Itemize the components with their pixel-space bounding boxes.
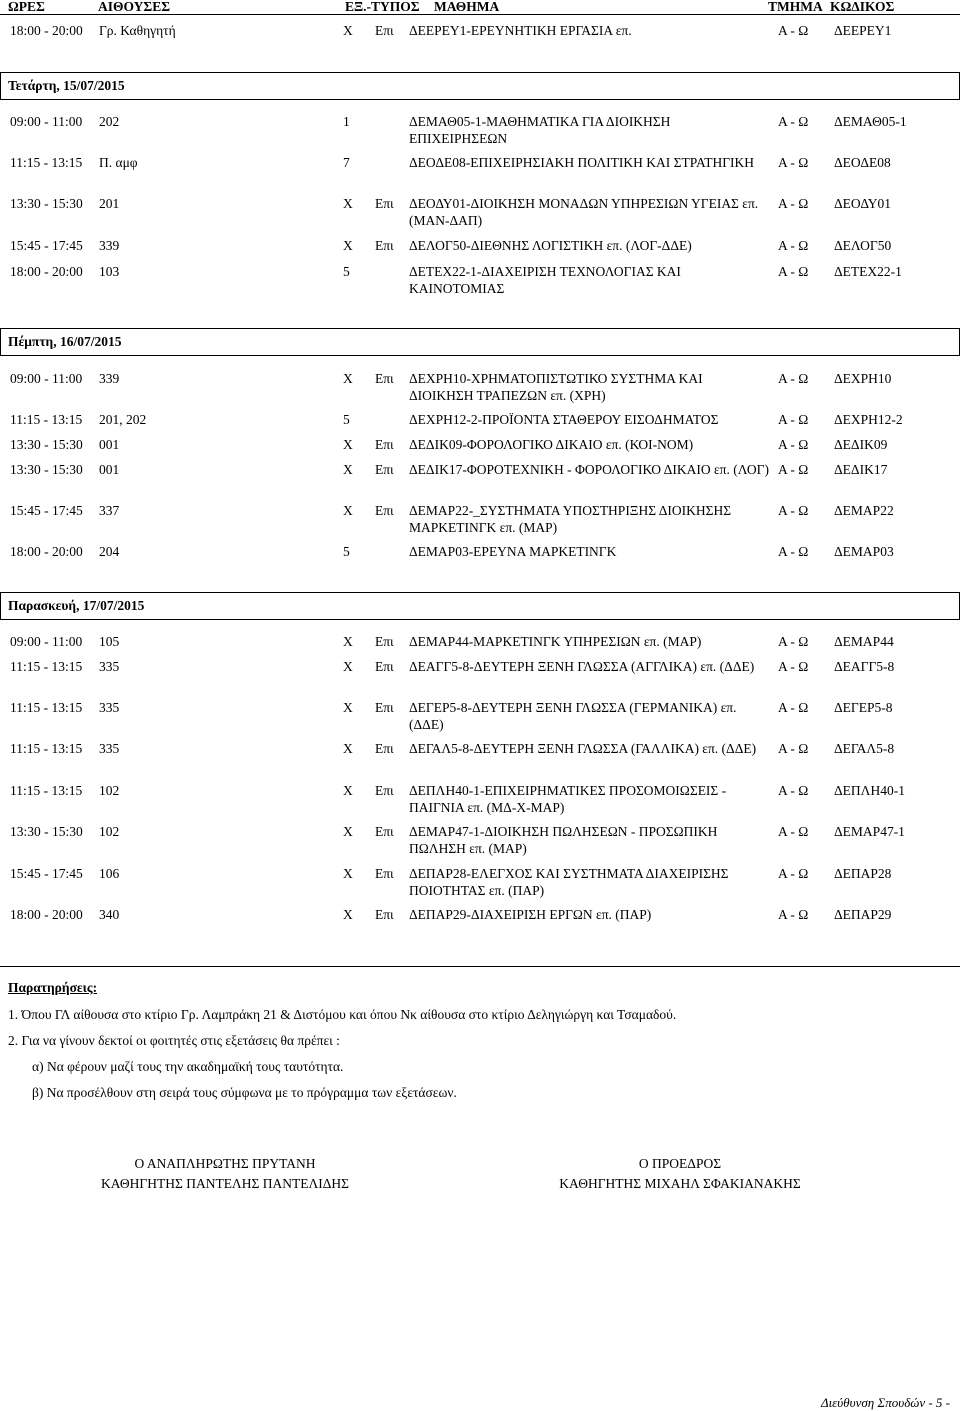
row-course: ΔΕΠΑΡ29-ΔΙΑΧΕΙΡΙΣΗ ΕΡΓΩΝ επ. (ΠΑΡ) — [409, 907, 652, 922]
table-header — [0, 0, 960, 13]
row-time: 13:30 - 15:30 — [10, 196, 83, 211]
row-exam-type: Χ — [343, 783, 353, 798]
signature-left — [90, 1154, 360, 1194]
row-time: 09:00 - 11:00 — [10, 114, 83, 129]
row-time: 13:30 - 15:30 — [10, 824, 83, 839]
row-course: ΔΕΓΑΛ5-8-ΔΕΥΤΕΡΗ ΞΕΝΗ ΓΛΩΣΣΑ (ΓΑΛΛΙΚΑ) επ. (ΔΔΕ) — [409, 741, 757, 756]
row-exam-type: Χ — [343, 23, 353, 38]
row-time: 18:00 - 20:00 — [10, 544, 83, 559]
row-room: 202 — [99, 114, 120, 129]
row-exam-type: Χ — [343, 462, 353, 477]
row-code: ΔΕΓΑΛ5-8 — [834, 741, 895, 756]
row-department: Α - Ω — [778, 238, 809, 253]
row-time: 11:15 - 13:15 — [10, 741, 83, 756]
day-title: Πέμπτη, 16/07/2015 — [8, 334, 122, 349]
row-exam-type: Χ — [343, 700, 353, 715]
row-department: Α - Ω — [778, 155, 809, 170]
row-code: ΔΕΠΛΗ40-1 — [834, 783, 905, 798]
day-header — [0, 592, 960, 620]
row-department: Α - Ω — [778, 462, 809, 477]
row-code: ΔΕΠΑΡ29 — [834, 907, 892, 922]
row-room: 102 — [99, 824, 120, 839]
signature-right-name: ΚΑΘΗΓΗΤΗΣ ΜΙΧΑΗΛ ΣΦΑΚΙΑΝΑΚΗΣ — [559, 1176, 801, 1191]
row-course: ΔΕΕΡΕΥ1-ΕΡΕΥΝΗΤΙΚΗ ΕΡΓΑΣΙΑ επ. — [409, 23, 632, 38]
row-code: ΔΕΓΕΡ5-8 — [834, 700, 893, 715]
row-department: Α - Ω — [778, 264, 809, 279]
row-epi: Επι — [375, 866, 394, 881]
row-room: 337 — [99, 503, 120, 518]
row-epi: Επι — [375, 371, 394, 386]
row-course: ΔΕΟΔΕ08-ΕΠΙΧΕΙΡΗΣΙΑΚΗ ΠΟΛΙΤΙΚΗ ΚΑΙ ΣΤΡΑΤΗΓΙΚΗ — [409, 155, 755, 170]
row-course: ΔΕΔΙΚ17-ΦΟΡΟΤΕΧΝΙΚΗ - ΦΟΡΟΛΟΓΙΚΟ ΔΙΚΑΙΟ επ. (ΛΟΓ) — [409, 462, 769, 477]
row-department: Α - Ω — [778, 659, 809, 674]
day-header-box — [0, 72, 960, 100]
row-code: ΔΕΟΔΥ01 — [834, 196, 892, 211]
header-hours: ΩΡΕΣ — [8, 0, 45, 14]
row-room: 102 — [99, 783, 120, 798]
row-room: 001 — [99, 462, 120, 477]
header-department: ΤΜΗΜΑ — [768, 0, 823, 14]
row-course: ΔΕΜΑΡ22-_ΣΥΣΤΗΜΑΤΑ ΥΠΟΣΤΗΡΙΞΗΣ ΔΙΟΙΚΗΣΗΣ ΜΑΡΚΕΤΙΝΓΚ επ. (ΜΑΡ) — [409, 503, 732, 535]
row-epi: Επι — [375, 238, 394, 253]
row-epi: Επι — [375, 23, 394, 38]
row-time: 11:15 - 13:15 — [10, 659, 83, 674]
day-header — [0, 328, 960, 356]
row-exam-type: Χ — [343, 634, 353, 649]
row-department: Α - Ω — [778, 700, 809, 715]
signature-left-name: ΚΑΘΗΓΗΤΗΣ ΠΑΝΤΕΛΗΣ ΠΑΝΤΕΛΙΔΗΣ — [100, 1176, 350, 1191]
row-department: Α - Ω — [778, 503, 809, 518]
row-department: Α - Ω — [778, 196, 809, 211]
row-time: 09:00 - 11:00 — [10, 371, 83, 386]
signature-right — [545, 1154, 815, 1194]
row-room: 339 — [99, 371, 120, 386]
row-department: Α - Ω — [778, 741, 809, 756]
header-rooms: ΑΙΘΟΥΣΕΣ — [98, 0, 171, 14]
row-code: ΔΕΔΙΚ17 — [834, 462, 888, 477]
row-course: ΔΕΛΟΓ50-ΔΙΕΘΝΗΣ ΛΟΓΙΣΤΙΚΗ επ. (ΛΟΓ-ΔΔΕ) — [409, 238, 692, 253]
row-epi: Επι — [375, 741, 394, 756]
row-code: ΔΕΜΑΡ03 — [834, 544, 894, 559]
row-code: ΔΕΜΑΘ05-1 — [834, 114, 907, 129]
row-exam-type: 5 — [343, 412, 350, 427]
row-course: ΔΕΧΡΗ12-2-ΠΡΟΪΟΝΤΑ ΣΤΑΘΕΡΟΥ ΕΙΣΟΔΗΜΑΤΟΣ — [409, 412, 719, 427]
row-department: Α - Ω — [778, 907, 809, 922]
notes-divider — [0, 966, 960, 967]
row-time: 11:15 - 13:15 — [10, 412, 83, 427]
row-time: 11:15 - 13:15 — [10, 155, 83, 170]
row-room: 103 — [99, 264, 120, 279]
row-course: ΔΕΜΑΡ47-1-ΔΙΟΙΚΗΣΗ ΠΩΛΗΣΕΩΝ - ΠΡΟΣΩΠΙΚΗ ΠΩΛΗΣΗ επ. (ΜΑΡ) — [409, 824, 718, 856]
row-course: ΔΕΑΓΓ5-8-ΔΕΥΤΕΡΗ ΞΕΝΗ ΓΛΩΣΣΑ (ΑΓΓΛΙΚΑ) επ. (ΔΔΕ) — [409, 659, 755, 674]
row-code: ΔΕΟΔΕ08 — [834, 155, 891, 170]
row-department: Α - Ω — [778, 23, 809, 38]
row-room: 335 — [99, 700, 120, 715]
row-time: 18:00 - 20:00 — [10, 907, 83, 922]
row-exam-type: 7 — [343, 155, 350, 170]
row-epi: Επι — [375, 907, 394, 922]
row-course: ΔΕΓΕΡ5-8-ΔΕΥΤΕΡΗ ΞΕΝΗ ΓΛΩΣΣΑ (ΓΕΡΜΑΝΙΚΑ) επ. (ΔΔΕ) — [409, 700, 737, 732]
header-exam-type: ΕΞ.-ΤΥΠΟΣ — [345, 0, 420, 14]
row-room: 204 — [99, 544, 120, 559]
signature-right-title: Ο ΠΡΟΕΔΡΟΣ — [638, 1156, 722, 1171]
row-department: Α - Ω — [778, 866, 809, 881]
row-exam-type: Χ — [343, 238, 353, 253]
row-code: ΔΕΜΑΡ47-1 — [834, 824, 905, 839]
header-code: ΚΩΔΙΚΟΣ — [830, 0, 895, 14]
row-exam-type: 5 — [343, 544, 350, 559]
row-epi: Επι — [375, 700, 394, 715]
row-time: 13:30 - 15:30 — [10, 437, 83, 452]
row-time: 18:00 - 20:00 — [10, 264, 83, 279]
row-room: 340 — [99, 907, 120, 922]
row-room: Π. αμφ — [99, 155, 138, 170]
row-code: ΔΕΜΑΡ22 — [834, 503, 894, 518]
row-exam-type: Χ — [343, 437, 353, 452]
row-code: ΔΕΤΕΧ22-1 — [834, 264, 902, 279]
row-exam-type: Χ — [343, 371, 353, 386]
row-exam-type: Χ — [343, 907, 353, 922]
row-course: ΔΕΜΑΡ44-ΜΑΡΚΕΤΙΝΓΚ ΥΠΗΡΕΣΙΩΝ επ. (ΜΑΡ) — [409, 634, 702, 649]
row-course: ΔΕΜΑΡ03-ΕΡΕΥΝΑ ΜΑΡΚΕΤΙΝΓΚ — [409, 544, 617, 559]
row-course: ΔΕΜΑΘ05-1-ΜΑΘΗΜΑΤΙΚΑ ΓΙΑ ΔΙΟΙΚΗΣΗ ΕΠΙΧΕΙΡΗΣΕΩΝ — [409, 114, 671, 146]
row-time: 15:45 - 17:45 — [10, 866, 83, 881]
signature-left-title: Ο ΑΝΑΠΛΗΡΩΤΗΣ ΠΡΥΤΑΝΗ — [134, 1156, 316, 1171]
row-room: 335 — [99, 741, 120, 756]
row-exam-type: Χ — [343, 824, 353, 839]
row-department: Α - Ω — [778, 824, 809, 839]
row-room: 339 — [99, 238, 120, 253]
row-time: 09:00 - 11:00 — [10, 634, 83, 649]
row-time: 11:15 - 13:15 — [10, 700, 83, 715]
row-epi: Επι — [375, 659, 394, 674]
row-code: ΔΕΧΡΗ12-2 — [834, 412, 903, 427]
day-header-box — [0, 328, 960, 356]
row-exam-type: Χ — [343, 196, 353, 211]
row-code: ΔΕΧΡΗ10 — [834, 371, 892, 386]
row-epi: Επι — [375, 824, 394, 839]
row-room: 201, 202 — [99, 412, 147, 427]
row-department: Α - Ω — [778, 634, 809, 649]
row-code: ΔΕΑΓΓ5-8 — [834, 659, 895, 674]
page-footer: Διεύθυνση Σπουδών - 5 - — [820, 1395, 950, 1410]
row-code: ΔΕΛΟΓ50 — [834, 238, 892, 253]
row-epi: Επι — [375, 437, 394, 452]
row-time: 13:30 - 15:30 — [10, 462, 83, 477]
row-time: 18:00 - 20:00 — [10, 23, 83, 38]
note-item: 2. Για να γίνουν δεκτοί οι φοιτητές στις εξετάσεις θα πρέπει : — [8, 1033, 340, 1048]
header-course: ΜΑΘΗΜΑ — [434, 0, 500, 14]
row-department: Α - Ω — [778, 783, 809, 798]
row-epi: Επι — [375, 634, 394, 649]
row-department: Α - Ω — [778, 544, 809, 559]
row-room: 105 — [99, 634, 120, 649]
row-department: Α - Ω — [778, 437, 809, 452]
row-course: ΔΕΤΕΧ22-1-ΔΙΑΧΕΙΡΙΣΗ ΤΕΧΝΟΛΟΓΙΑΣ ΚΑΙ ΚΑΙΝΟΤΟΜΙΑΣ — [409, 264, 681, 296]
row-room: 201 — [99, 196, 120, 211]
row-course: ΔΕΧΡΗ10-ΧΡΗΜΑΤΟΠΙΣΤΩΤΙΚΟ ΣΥΣΤΗΜΑ ΚΑΙ ΔΙΟΙΚΗΣΗ ΤΡΑΠΕΖΩΝ επ. (ΧΡΗ) — [409, 371, 703, 403]
row-code: ΔΕΔΙΚ09 — [834, 437, 888, 452]
note-item: β) Να προσέλθουν στη σειρά τους σύμφωνα με το πρόγραμμα των εξετάσεων. — [32, 1085, 457, 1100]
row-exam-type: 5 — [343, 264, 350, 279]
notes-heading: Παρατηρήσεις: — [8, 980, 98, 995]
row-room: 106 — [99, 866, 120, 881]
day-header — [0, 72, 960, 100]
row-department: Α - Ω — [778, 114, 809, 129]
row-course: ΔΕΟΔΥ01-ΔΙΟΙΚΗΣΗ ΜΟΝΑΔΩΝ ΥΠΗΡΕΣΙΩΝ ΥΓΕΙΑΣ επ. (ΜΑΝ-ΔΑΠ) — [409, 196, 759, 228]
row-epi: Επι — [375, 503, 394, 518]
row-room: 001 — [99, 437, 120, 452]
row-exam-type: Χ — [343, 503, 353, 518]
day-title: Παρασκευή, 17/07/2015 — [8, 598, 145, 613]
row-epi: Επι — [375, 196, 394, 211]
row-epi: Επι — [375, 783, 394, 798]
row-department: Α - Ω — [778, 371, 809, 386]
row-room: Γρ. Καθηγητή — [99, 23, 176, 38]
note-item: α) Να φέρουν μαζί τους την ακαδημαϊκή τους ταυτότητα. — [32, 1059, 344, 1074]
day-title: Τετάρτη, 15/07/2015 — [8, 78, 125, 93]
row-course: ΔΕΔΙΚ09-ΦΟΡΟΛΟΓΙΚΟ ΔΙΚΑΙΟ επ. (ΚΟΙ-ΝΟΜ) — [409, 437, 694, 452]
row-exam-type: 1 — [343, 114, 350, 129]
header-divider — [0, 14, 960, 15]
row-room: 335 — [99, 659, 120, 674]
row-course: ΔΕΠΛΗ40-1-ΕΠΙΧΕΙΡΗΜΑΤΙΚΕΣ ΠΡΟΣΟΜΟΙΩΣΕΙΣ - ΠΑΙΓΝΙΑ επ. (ΜΔ-Χ-ΜΑΡ) — [409, 783, 727, 815]
row-epi: Επι — [375, 462, 394, 477]
row-course: ΔΕΠΑΡ28-ΕΛΕΓΧΟΣ ΚΑΙ ΣΥΣΤΗΜΑΤΑ ΔΙΑΧΕΙΡΙΣΗΣ ΠΟΙΟΤΗΤΑΣ επ. (ΠΑΡ) — [409, 866, 729, 898]
row-code: ΔΕΠΑΡ28 — [834, 866, 892, 881]
row-time: 11:15 - 13:15 — [10, 783, 83, 798]
row-time: 15:45 - 17:45 — [10, 503, 83, 518]
note-item: 1. Όπου ΓΛ αίθουσα στο κτίριο Γρ. Λαμπράκη 21 & Διστόμου και όπου Νκ αίθουσα στο κτίριο Δεληγιώργη και Τσαμαδού. — [8, 1007, 677, 1022]
row-exam-type: Χ — [343, 659, 353, 674]
row-time: 15:45 - 17:45 — [10, 238, 83, 253]
row-code: ΔΕΜΑΡ44 — [834, 634, 894, 649]
row-exam-type: Χ — [343, 741, 353, 756]
row-exam-type: Χ — [343, 866, 353, 881]
row-department: Α - Ω — [778, 412, 809, 427]
row-code: ΔΕΕΡΕΥ1 — [834, 23, 892, 38]
